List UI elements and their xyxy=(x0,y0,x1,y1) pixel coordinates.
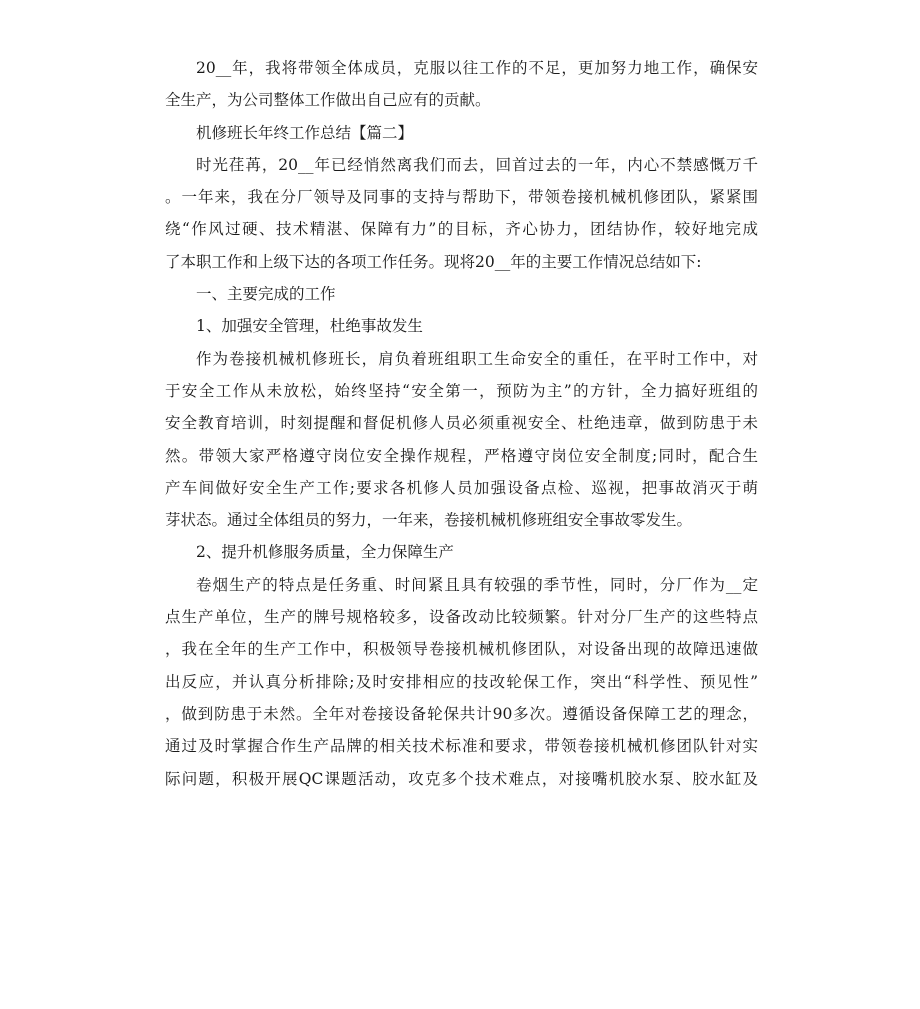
document-text-line: 时光荏苒，20__年已经悄然离我们而去，回首过去的一年，内心不禁感慨万千 xyxy=(196,155,758,174)
document-text-line: 2、提升机修服务质量，全力保障生产 xyxy=(196,543,454,562)
document-text-line: 芽状态。通过全体组员的努力，一年来，卷接机械机修班组安全事故零发生。 xyxy=(165,511,693,530)
document-text-line: 一、主要完成的工作 xyxy=(196,285,336,304)
document-text-line: 20__年，我将带领全体成员，克服以往工作的不足，更加努力地工作，确保安 xyxy=(196,59,758,77)
document-body xyxy=(165,52,758,795)
document-text-line: 安全教育培训，时刻提醒和督促机修人员必须重视安全、杜绝违章，做到防患于未 xyxy=(165,414,758,433)
document-text-line: 产车间做好安全生产工作;要求各机修人员加强设备点检、巡视，把事故消灭于萌 xyxy=(165,478,758,497)
document-text-line: 作为卷接机械机修班长，肩负着班组职工生命安全的重任，在平时工作中，对 xyxy=(196,349,758,368)
document-text-line: 了本职工作和上级下达的各项工作任务。现将20__年的主要工作情况总结如下: xyxy=(165,252,702,271)
document-text-line: 通过及时掌握合作生产品牌的相关技术标准和要求，带领卷接机械机修团队针对实 xyxy=(165,737,758,756)
document-text-line: 1、加强安全管理，杜绝事故发生 xyxy=(196,317,423,336)
document-text-line: 点生产单位，生产的牌号规格较多，设备改动比较频繁。针对分厂生产的这些特点 xyxy=(165,608,758,627)
document-text-line: 然。带领大家严格遵守岗位安全操作规程，严格遵守岗位安全制度;同时，配合生 xyxy=(165,446,758,465)
document-text-line: 于安全工作从未放松，始终坚持“安全第一，预防为主”的方针，全力搞好班组的 xyxy=(165,381,758,400)
document-text-line: 。一年来，我在分厂领导及同事的支持与帮助下，带领卷接机械机修团队，紧紧围 xyxy=(165,188,758,207)
document-text-line: ，做到防患于未然。全年对卷接设备轮保共计90多次。遵循设备保障工艺的理念， xyxy=(165,704,758,723)
document-text-line: ，我在全年的生产工作中，积极领导卷接机械机修团队，对设备出现的故障迅速做 xyxy=(165,640,758,659)
document-text-line: 出反应，并认真分析排除;及时安排相应的技改轮保工作，突出“科学性、预见性” xyxy=(165,672,758,691)
document-text-line: 绕“作风过硬、技术精湛、保障有力”的目标，齐心协力，团结协作，较好地完成 xyxy=(165,220,758,239)
document-text-line: 卷烟生产的特点是任务重、时间紧且具有较强的季节性，同时，分厂作为__定 xyxy=(196,575,758,594)
document-text-line: 际问题，积极开展QC课题活动，攻克多个技术难点，对接嘴机胶水泵、胶水缸及 xyxy=(165,769,758,788)
document-text-line: 全生产，为公司整体工作做出自己应有的贡献。 xyxy=(165,91,491,110)
document-text-line: 机修班长年终工作总结【篇二】 xyxy=(196,123,414,142)
